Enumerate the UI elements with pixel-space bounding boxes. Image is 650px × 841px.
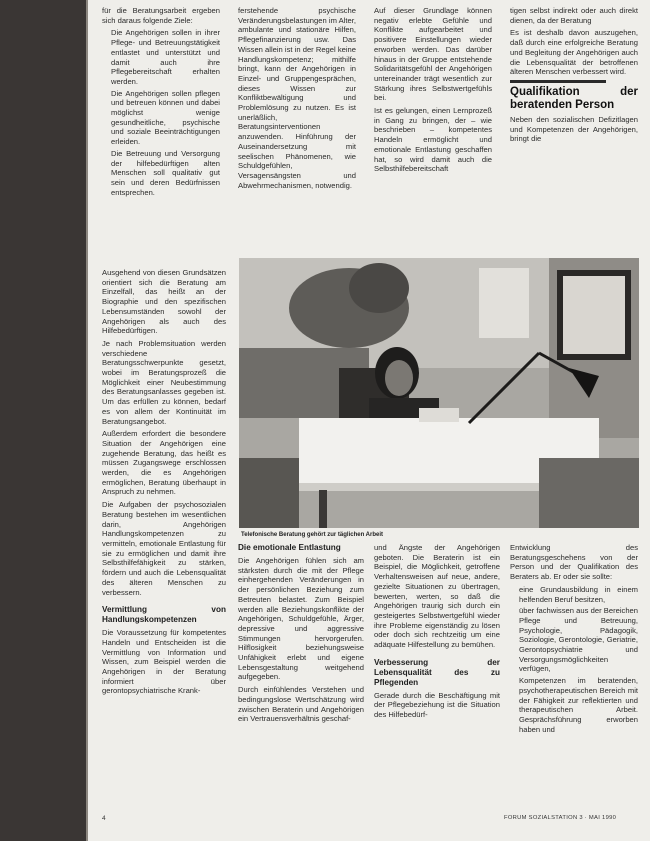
- list-item: • Die Angehörigen sollen pflegen und betreuen können und dabei möglichst wenige gesundheitliche, psychische und soziale Beeinträchtigungen erleiden.: [111, 89, 220, 147]
- section-heading: Die emotionale Entlastung: [238, 543, 341, 552]
- paragraph: ferstehende psychische Veränderungsbelastungen im Alter, ambulante und stationäre Hilfen, Pflegefinanzierung usw. Das Wissen allein ist in der Regel keine Handlungskompetenz; mithilfe bringt, kann der Angehörigen in Einzel- und Gruppengesprächen, dieses Wissen zur Konfliktbewältigung und Problemlösung zu nutzen. Es ist unerläßlich, Beratungsinterventionen anzuwenden. Hinführung der Auseinandersetzung mit seelischen Phänomenen, wie Schuldgefühlen, Versagensängsten und Abwehrmechanismen, notwendig.: [238, 6, 356, 190]
- paragraph: Die Angehörigen fühlen sich am stärksten durch die mit der Pflege einhergehenden Veränderungen in der persönlichen Beziehung zum Betreuten belastet. Zum Beispiel werden alle Beziehungskonflikte der Angehörigen, Schuldgefühle, Ärger, depressive und aggressive Stimmungen hervorgerufen. Hilflosigkeit beziehungsweise Unfähigkeit erlebt und eigene Lebensgestaltung weitgehend aufgegeben.: [238, 556, 364, 682]
- qualification-list: [510, 585, 638, 735]
- column-2-bottom: [238, 543, 364, 805]
- paragraph: Durch einfühlendes Verstehen und bedingungslose Wertschätzung wird zwischen Beraterin und Angehörigen ein Vertrauensverhältnis geschaf-: [238, 685, 364, 724]
- list-item: • Die Angehörigen sollen in ihrer Pflege- und Betreuungstätigkeit entlastet und unterstützt und damit auch ihre Pflegebereitschaft erhalten werden.: [111, 28, 220, 86]
- list-item: • eine Grundausbildung in einem helfenden Beruf besitzen,: [519, 585, 638, 604]
- column-1-top: [102, 6, 220, 256]
- paragraph: Entwicklung des Beratungsgeschehens von der Person und der Qualifikation des Beraters ab. Er oder sie sollte:: [510, 543, 638, 582]
- photo-caption: Telefonische Beratung gehört zur täglichen Arbeit: [241, 532, 384, 538]
- office-photo: [239, 258, 639, 528]
- column-3-top: [374, 6, 492, 256]
- list-item: • Die Betreuung und Versorgung der hilfebedürftigen alten Menschen soll qualitativ gut sein und deren Bedürfnissen entsprechen.: [111, 149, 220, 198]
- page-number: 4: [102, 815, 106, 822]
- column-1-bottom: [102, 268, 226, 808]
- paragraph: Außerdem erfordert die besondere Situation der Angehörigen eine zugehende Beratung, das heißt es müssen Zugangswege erschlossen werden, die es Angehörigen ermöglichen, Beratung überhaupt in Anspruch zu nehmen.: [102, 429, 226, 497]
- paragraph: Je nach Problemsituation werden verschiedene Beratungsschwerpunkte gesetzt, wobei im Beratungsprozeß die Möglichkeit einer Neubestimmung des Beratungsanlasses gegeben ist. Um das erfüllen zu können, bedarf es von allem der Kontinuität im Beratungsangebot.: [102, 338, 226, 426]
- paragraph: Ausgehend von diesen Grundsätzen orientiert sich die Beratung am Einzelfall, das heißt an der Biographie und den spezifischen Lebensumständen sowohl der Angehörigen als auch des Hilfebedürftigen.: [102, 268, 226, 336]
- column-3-bottom: [374, 543, 500, 805]
- running-footer: FORUM SOZIALSTATION 3 · MAI 1990: [504, 815, 617, 821]
- column-2-top: [238, 6, 356, 256]
- photo-illustration: [239, 258, 639, 528]
- section-heading: Verbesserung der Lebensqualität des zu Pflegenden: [374, 657, 500, 687]
- paragraph: und Ängste der Angehörigen geboten. Die Beraterin ist ein Beispiel, die Möglichkeit, getroffene Verhaltensweisen auf neue, andere, gezielte Situationen zu übertragen, bewerten, werten, so daß die Angehörigen traurig sich durch ein gesteigertes Selbstwertgefühl wieder ihre Probleme eigenständig zu lösen oder doch sich rechtzeitig um eine adäquate Hilfestellung zu bemühen.: [374, 543, 500, 650]
- paragraph: tigen selbst indirekt oder auch direkt dienen, da der Beratung: [510, 6, 638, 25]
- heading-rule: [510, 80, 606, 83]
- paragraph: Gerade durch die Beschäftigung mit der Pflegebeziehung ist die Situation des Hilfebedürf-: [374, 690, 500, 720]
- paragraph: Es ist deshalb davon auszugehen, daß durch eine erfolgreiche Beratung und Begleitung der Angehörigen auch die Lebensqualität der betroffenen älteren Menschen verbessert wird.: [510, 28, 638, 77]
- section-heading: Qualifikation der beratenden Person: [510, 85, 638, 111]
- paragraph: Auf dieser Grundlage können negativ erlebte Gefühle und Konflikte aufgearbeitet und positivere Einstellungen wieder erworben werden. Das darüber hinaus in der Gruppe entstehende Solidaritätsgefühl der Angehörigen untereinander trägt wesentlich zur Stärkung ihres Selbstwertgefühls bei.: [374, 6, 492, 103]
- column-4-bottom: [510, 543, 638, 805]
- column-4-top: [510, 6, 638, 256]
- paragraph: für die Beratungsarbeit ergeben sich daraus folgende Ziele:: [102, 6, 220, 25]
- paragraph: Die Voraussetzung für kompetentes Handeln und Entscheiden ist die Vermittlung von Information und Wissen, zum Beispiel werden die Angehörigen in der Beratung informiert über gerontopsychiatrische Krank-: [102, 628, 226, 696]
- paragraph: Ist es gelungen, einen Lernprozeß in Gang zu bringen, der – wie beschrieben – kompetentes Handeln ermöglicht und emotionale Entlastung geschaffen hat, so wird damit auch die Selbsthilfebereitschaft: [374, 106, 492, 174]
- paragraph: Neben den sozialischen Defizitlagen und Kompetenzen der Angehörigen, bringt die: [510, 114, 638, 144]
- list-item: • Kompetenzen im beratenden, psychotherapeutischen Bereich mit der Fähigkeit zur reflektierten und therapeutischen Arbeit. Gesprächsführung erworben haben und: [519, 676, 638, 734]
- section-heading: Vermittlung von Handlungskompetenzen: [102, 605, 226, 625]
- magazine-page: [88, 0, 650, 841]
- paragraph: Die Aufgaben der psychosozialen Beratung bestehen im wesentlichen darin, Angehörigen Handlungskompetenzen zu vermitteln, emotionale Entlastung für sie zu ermöglichen und damit ihre Selbsthilfefähigkeit zu stärken, fördern und auch die Lebensqualität des älteren Menschen zu verbessern.: [102, 500, 226, 597]
- goal-list: [102, 28, 220, 197]
- list-item: • über fachwissen aus der Bereichen Pflege und Betreuung, Psychologie, Pädagogik, Soziologie, Gerontologie, Geriatrie, Gerontopsychiatrie und Versorgungsmöglichkeiten verfügen,: [519, 606, 638, 674]
